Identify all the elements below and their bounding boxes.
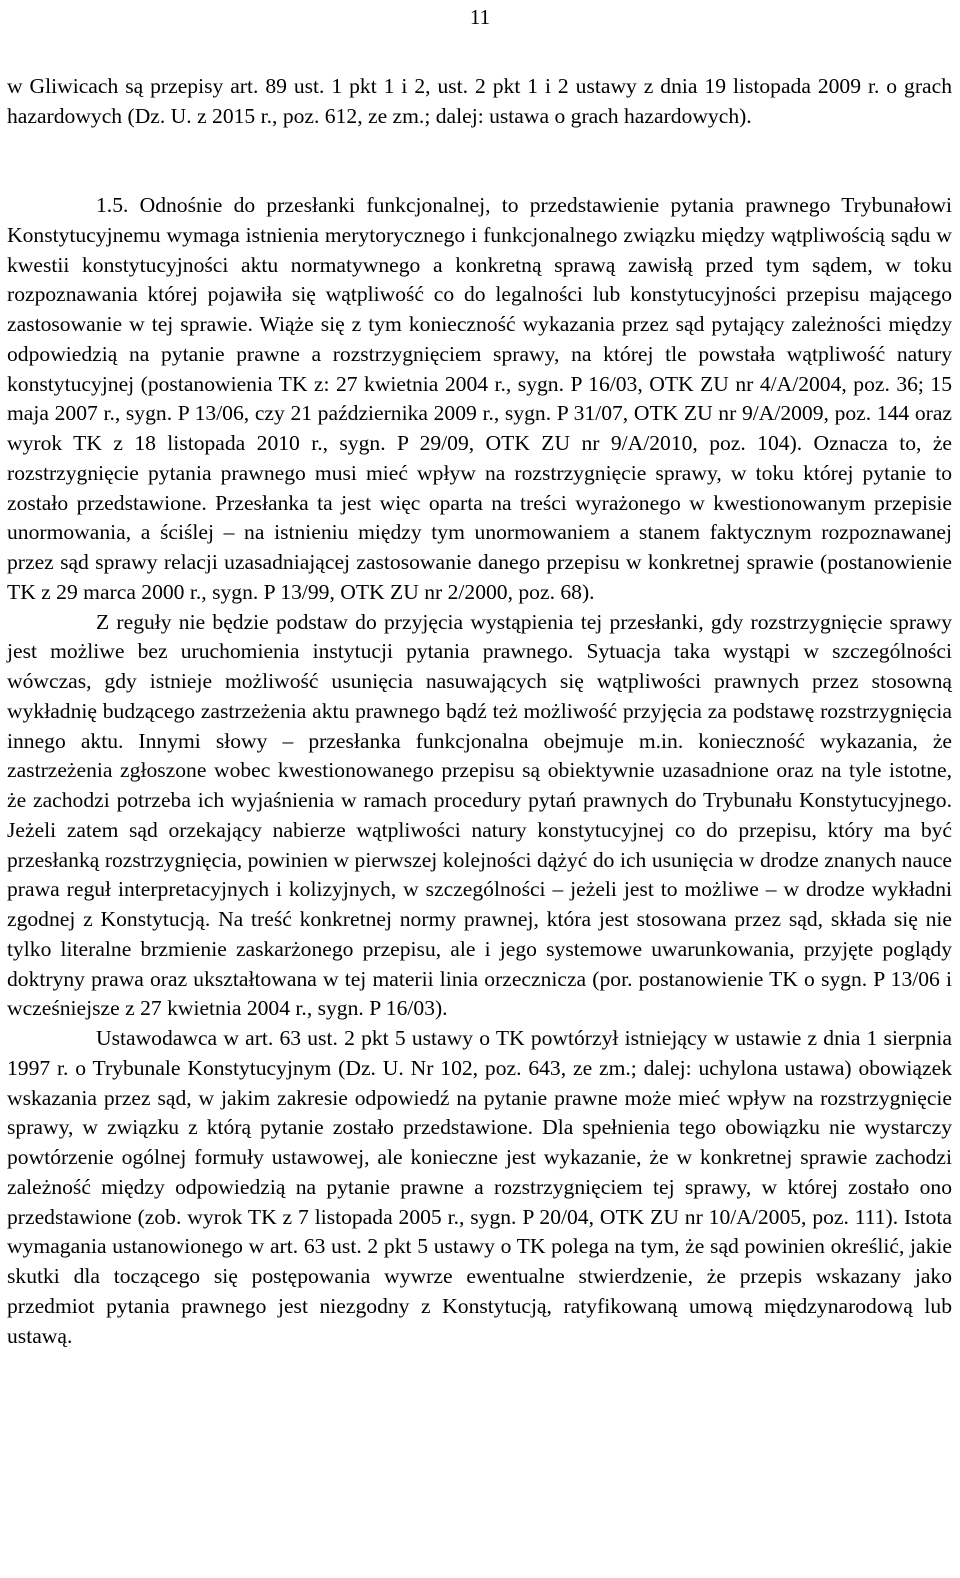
paragraph-functional-premise: Z reguły nie będzie podstaw do przyjęcia wystąpienia tej przesłanki, gdy rozstrzygnięcie sprawy jest możliwe bez uruchomienia instytucji pytania prawnego. Sytuacja taka wystąpi w szczególności wówczas, gdy istnieje możliwość usunięcia nasuwających się wątpliwości prawnych przez stosowną wykładnię budzącego zastrzeżenia aktu prawnego bądź też możliwość przyjęcia za podstawę rozstrzygnięcia innego aktu. Innymi słowy – przesłanka funkcjonalna obejmuje m.in. konieczność wykazania, że zastrzeżenia zgłoszone wobec kwestionowanego przepisu są obiektywnie uzasadnione oraz na tyle istotne, że zachodzi potrzeba ich wyjaśnienia w ramach procedury pytań prawnych do Trybunału Konstytucyjnego. Jeżeli zatem sąd orzekający nabierze wątpliwości natury konstytucyjnej co do przepisu, który ma być przesłanką rozstrzygnięcia, powinien w pierwszej kolejności dążyć do ich usunięcia w drodze znanych nauce prawa reguł interpretacyjnych i kolizyjnych, w szczególności – jeżeli jest to możliwe – w drodze wykładni zgodnej z Konstytucją. Na treść konkretnej normy prawnej, która jest stosowana przez sąd, składa się nie tylko literalne brzmienie zaskarżonego przepisu, ale i jego systemowe uwarunkowania, przyjęte poglądy doktryny prawa oraz ukształtowana w tej materii linia orzecznicza (por. postanowienie TK o sygn. P 13/06 i wcześniejsze z 27 kwietnia 2004 r., sygn. P 16/03). [7,609,952,1021]
paragraph-section-1-5: 1.5. Odnośnie do przesłanki funkcjonalnej, to przedstawienie pytania prawnego Trybunałowi Konstytucyjnemu wymaga istnienia merytorycznego i funkcjonalnego związku między wątpliwością sądu w kwestii konstytucyjności aktu normatywnego a konkretną sprawą zawisłą przed tym sądem, w toku rozpoznawania której pojawiła się wątpliwość co do legalności lub konstytucyjności przepisu mającego zastosowanie w tej sprawie. Wiąże się z tym konieczność wykazania przez sąd pytający zależności między odpowiedzią na pytanie prawne a rozstrzygnięciem sprawy, na której tle powstała wątpliwość natury konstytucyjnej (postanowienia TK z: 27 kwietnia 2004 r., sygn. P 16/03, OTK ZU nr 4/A/2004, poz. 36; 15 maja 2007 r., sygn. P 13/06, czy 21 października 2009 r., sygn. P 31/07, OTK ZU nr 9/A/2009, poz. 144 oraz wyrok TK z 18 listopada 2010 r., sygn. P 29/09, OTK ZU nr 9/A/2010, poz. 104). Oznacza to, że rozstrzygnięcie pytania prawnego musi mieć wpływ na rozstrzygnięcie sprawy, w toku której pytanie to zostało przedstawione. Przesłanka ta jest więc oparta na treści wyrażonego w kwestionowanym przepisie unormowania, a ściślej – na istnieniu między tym unormowaniem a stanem faktycznym rozpoznawanej przez sąd sprawy relacji uzasadniającej zastosowanie danego przepisu w konkretnej sprawie (postanowienie TK z 29 marca 2000 r., sygn. P 13/99, OTK ZU nr 2/2000, poz. 68). [7,193,952,604]
page-number: 11 [469,5,491,29]
paragraph-spacer [7,132,952,192]
paragraph-continuation: w Gliwicach są przepisy art. 89 ust. 1 pkt 1 i 2, ust. 2 pkt 1 i 2 ustawy z dnia 19 listopada 2009 r. o grach hazardowych (Dz. U. z 2015 r., poz. 612, ze zm.; dalej: ustawa o grach hazardowych). [7,74,952,128]
paragraph-legislator: Ustawodawca w art. 63 ust. 2 pkt 5 ustawy o TK powtórzył istniejący w ustawie z dnia 1 sierpnia 1997 r. o Trybunale Konstytucyjnym (Dz. U. Nr 102, poz. 643, ze zm.; dalej: uchylona ustawa) obowiązek wskazania przez sąd, w jakim zakresie odpowiedź na pytanie prawne może mieć wpływ na rozstrzygnięcie sprawy, w związku z którą pytanie zostało przedstawione. Dla spełnienia tego obowiązku nie wystarczy powtórzenie ogólnej formuły ustawowej, ale konieczne jest wykazanie, że w konkretnej sprawie zachodzi zależność między odpowiedzią na pytanie prawne a rozstrzygnięciem tej sprawy, w której zostało ono przedstawione (zob. wyrok TK z 7 listopada 2005 r., sygn. P 20/04, OTK ZU nr 10/A/2005, poz. 111). Istota wymagania ustanowionego w art. 63 ust. 2 pkt 5 ustawy o TK polega na tym, że sąd powinien określić, jakie skutki dla toczącego się postępowania wywrze ewentualne stwierdzenie, że przepis wskazany jako przedmiot pytania prawnego jest niezgodny z Konstytucją, ratyfikowaną umową międzynarodową lub ustawą. [7,1026,952,1348]
document-body [7,72,952,1351]
